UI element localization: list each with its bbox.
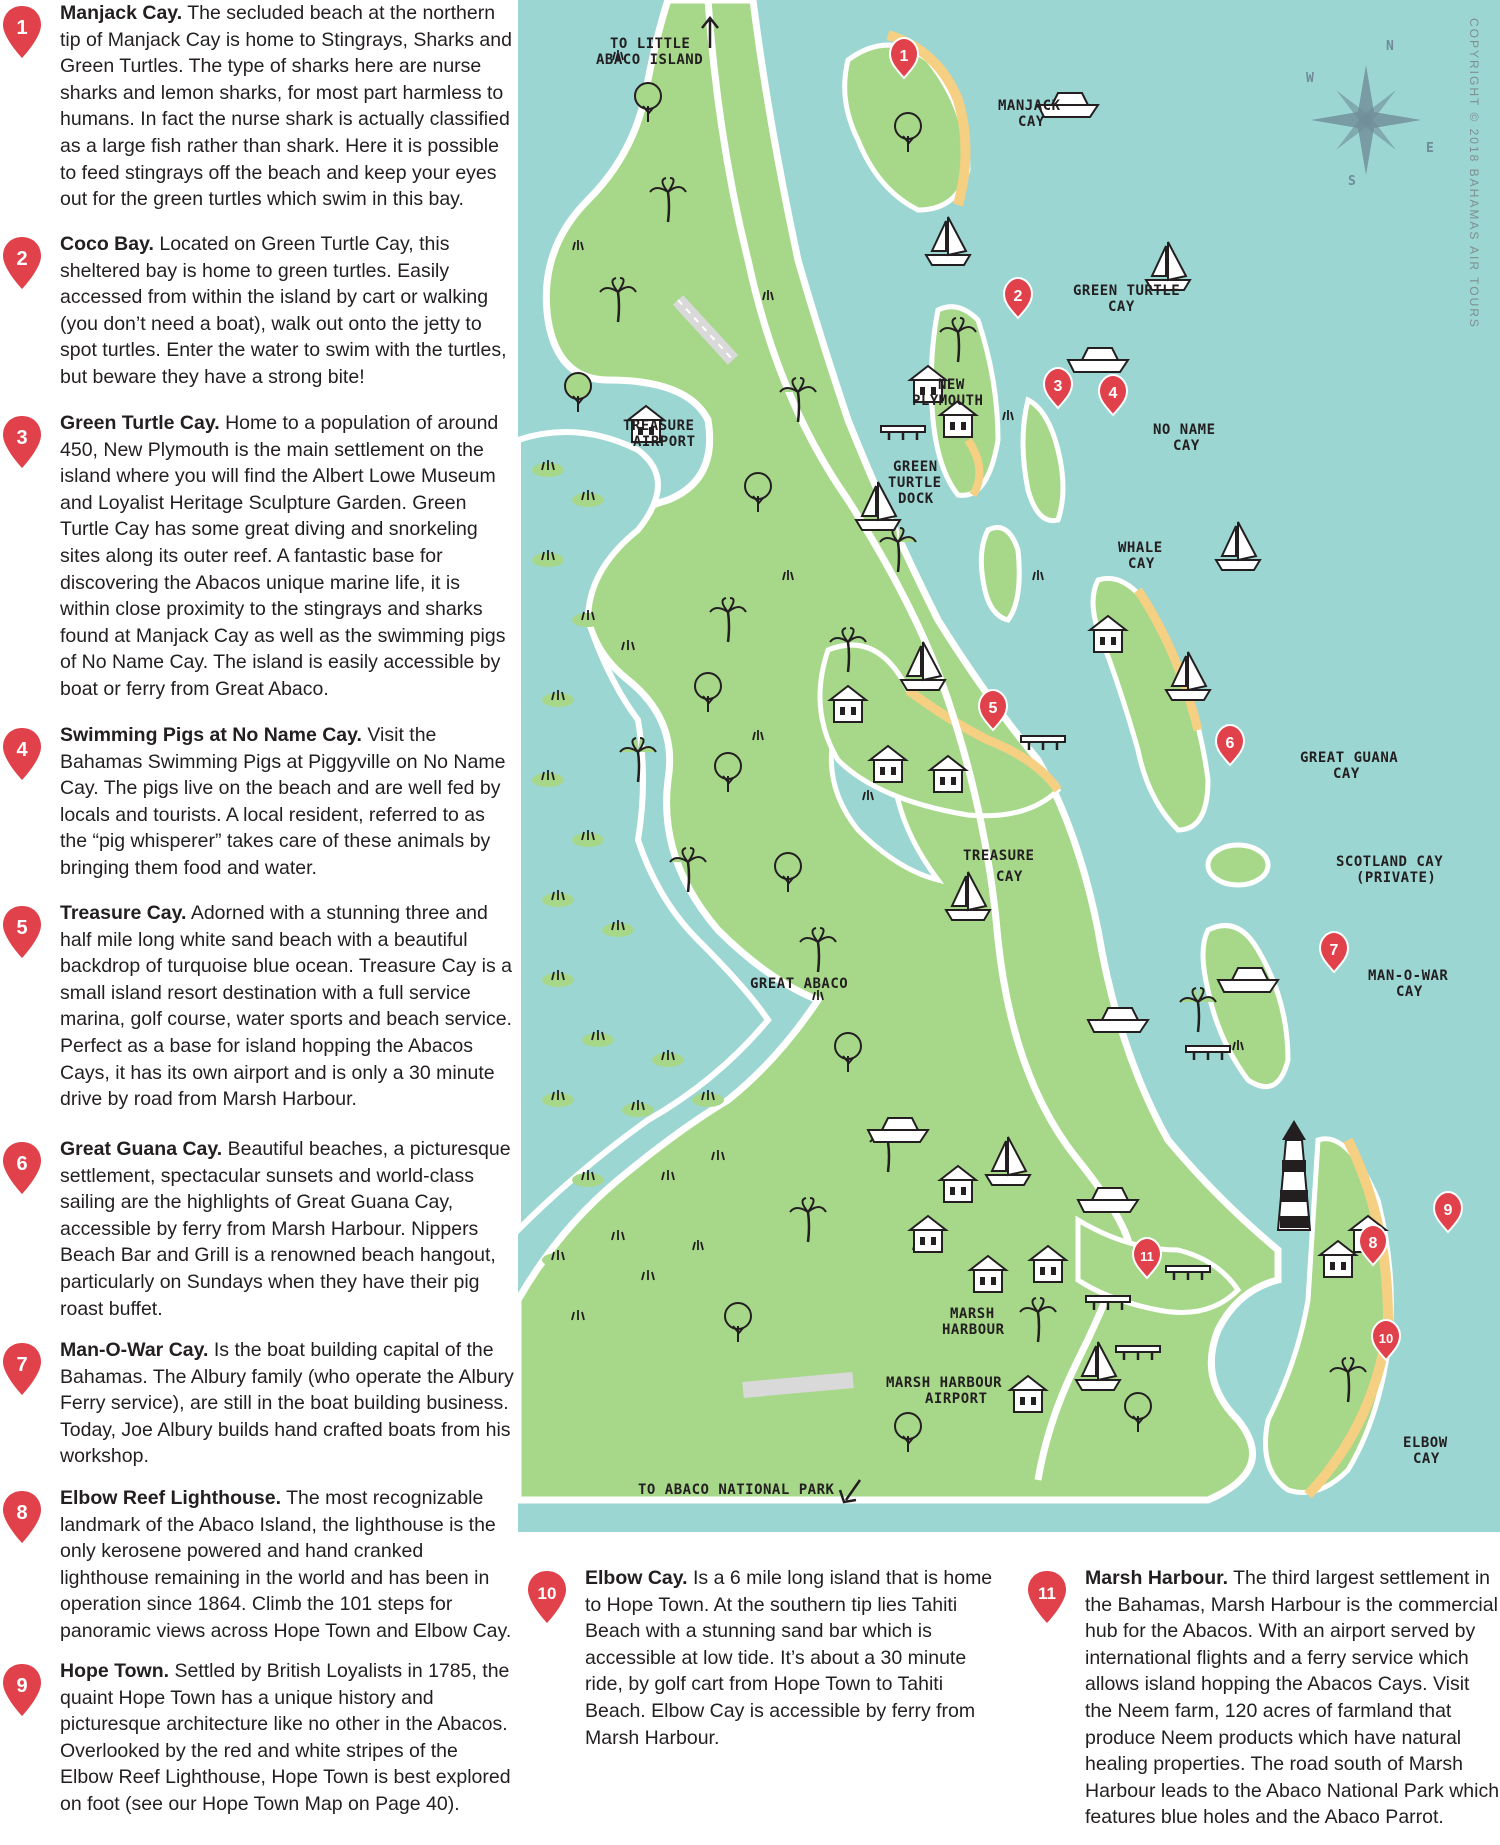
entry-body: Settled by British Loyalists in 1785, the quaint Hope Town has a unique history and picturesque architecture like no other in the Abacos. Overlooked by the red and white stripes of the Elbow Reef Lighthouse, Hope Town is best explored on foot (see our Hope Town Map on Page 40). <box>60 1660 511 1815</box>
svg-text:E: E <box>1426 141 1435 156</box>
svg-text:4: 4 <box>1108 385 1118 402</box>
svg-text:PLYMOUTH: PLYMOUTH <box>912 393 984 409</box>
svg-text:4: 4 <box>16 739 28 761</box>
entry-body: The secluded beach at the northern tip of Manjack Cay is home to Stingrays, Sharks and Green Turtles. The type of sharks here are nurse sharks and lemon sharks, for most part harmless to humans. In fact the nurse shark is actually classified as a large fish rather than shark. Here it is possible to feed stingrays off the beach and keep your eyes out for the green turtles which swim in this bay. <box>60 2 512 211</box>
map-pin-icon <box>1025 1569 1069 1625</box>
svg-text:MAN-O-WAR: MAN-O-WAR <box>1368 968 1449 984</box>
svg-text:CAY: CAY <box>1173 438 1200 454</box>
svg-text:6: 6 <box>1225 735 1235 752</box>
svg-text:CAY: CAY <box>1018 114 1045 130</box>
entry-title: Hope Town. <box>60 1660 170 1682</box>
entry-title: Great Guana Cay. <box>60 1138 223 1160</box>
map-pin-icon <box>0 1140 44 1196</box>
copyright-text: COPYRIGHT © 2018 BAHAMAS AIR TOURS <box>1467 18 1481 329</box>
entry-body: Located on Green Turtle Cay, this sheltered bay is home to green turtles. Easily accessed from within the island by cart or walking (you don’t need a boat), walk out onto the jetty to spot turtles. Enter the water to swim with the turtles, but beware they have a strong bite! <box>60 233 507 388</box>
svg-text:CAY: CAY <box>1333 766 1360 782</box>
map-pin-icon <box>0 414 44 470</box>
svg-text:2: 2 <box>16 248 28 270</box>
svg-text:CAY: CAY <box>1413 1451 1440 1467</box>
svg-text:S: S <box>1348 174 1357 189</box>
entry-body: Is the boat building capital of the Bahamas. The Albury family (who operate the Albury Ferry service), are still in the boat building business. Today, Joe Albury builds hand crafted boats from his workshop. <box>60 1339 514 1468</box>
svg-text:CAY: CAY <box>1396 984 1423 1000</box>
svg-text:CAY: CAY <box>1128 556 1155 572</box>
entry-title: Treasure Cay. <box>60 902 187 924</box>
svg-text:11: 11 <box>1140 1249 1154 1264</box>
entry-body: Is a 6 mile long island that is home to Hope Town. At the southern tip lies Tahiti Beach with a stunning sand bar which is accessible at low tide. It’s about a 30 minute ride, by golf cart from Hope Town to Tahiti Beach. Elbow Cay is accessible by ferry from Marsh Harbour. <box>585 1567 993 1749</box>
svg-text:MARSH HARBOUR: MARSH HARBOUR <box>886 1375 1003 1391</box>
svg-text:ELBOW: ELBOW <box>1403 1435 1448 1451</box>
svg-text:2: 2 <box>1013 288 1023 305</box>
entry-body: Adorned with a stunning three and half mile long white sand beach with a beautiful backdrop of turquoise blue ocean. Treasure Cay is a small island resort destination with a full service marina, golf course, water sports and beach service. Perfect as a base for island hopping the Abacos Cays, it has its own airport and is only a 30 minute drive by road from Marsh Harbour. <box>60 902 513 1111</box>
entry-title: Man-O-War Cay. <box>60 1339 209 1361</box>
abaco-map <box>518 0 1500 1532</box>
svg-text:NEW: NEW <box>938 377 965 393</box>
entry-title: Swimming Pigs at No Name Cay. <box>60 724 362 746</box>
svg-text:10: 10 <box>537 1584 557 1603</box>
svg-text:AIRPORT: AIRPORT <box>925 1391 988 1407</box>
scotland-cay <box>1208 845 1268 885</box>
svg-text:9: 9 <box>1443 1202 1453 1219</box>
svg-text:1: 1 <box>16 17 28 39</box>
entry-title: Marsh Harbour. <box>1085 1567 1229 1589</box>
svg-text:1: 1 <box>899 48 909 65</box>
svg-text:8: 8 <box>16 1502 28 1524</box>
entry-body: Visit the Bahamas Swimming Pigs at Piggyville on No Name Cay. The pigs live on the beach and are well fed by locals and tourists. A local resident, referred to as the “pig whisperer” takes care of these animals by bringing them food and water. <box>60 724 506 879</box>
map-pin-icon <box>525 1569 569 1625</box>
svg-text:GREEN: GREEN <box>893 459 938 475</box>
svg-text:TO ABACO NATIONAL PARK: TO ABACO NATIONAL PARK <box>638 1482 835 1498</box>
svg-text:GREEN TURTLE: GREEN TURTLE <box>1073 283 1181 299</box>
svg-text:AIRPORT: AIRPORT <box>633 434 696 450</box>
entry-body: The most recognizable landmark of the Abaco Island, the lighthouse is the only kerosene powered and hand cranked lighthouse remaining in the world and has been in operation since 1864. Climb the 101 steps for panoramic views across Hope Town and Elbow Cay. <box>60 1487 512 1642</box>
entry-title: Coco Bay. <box>60 233 154 255</box>
svg-text:3: 3 <box>1053 378 1063 395</box>
svg-text:(PRIVATE): (PRIVATE) <box>1356 870 1437 886</box>
svg-text:CAY: CAY <box>1108 299 1135 315</box>
svg-text:5: 5 <box>16 917 28 939</box>
svg-text:ABACO ISLAND: ABACO ISLAND <box>596 52 704 68</box>
entry-title: Green Turtle Cay. <box>60 412 220 434</box>
entry-body: Beautiful beaches, a picturesque settlement, spectacular sunsets and world-class sailing are the highlights of Great Guana Cay, accessible by ferry from Marsh Harbour. Nippers Beach Bar and Grill is a renowned beach hangout, particularly on Sundays when they have their pig roast buffet. <box>60 1138 511 1320</box>
svg-text:N: N <box>1386 39 1395 54</box>
svg-text:10: 10 <box>1378 1331 1394 1346</box>
map-pin-icon <box>0 1489 44 1545</box>
svg-text:W: W <box>1306 71 1315 86</box>
svg-text:TO LITTLE: TO LITTLE <box>610 36 691 52</box>
map-pin-icon <box>0 726 44 782</box>
entry-title: Manjack Cay. <box>60 2 183 24</box>
svg-text:CAY: CAY <box>996 869 1023 885</box>
map-pin-icon <box>0 1341 44 1397</box>
entry-title: Elbow Cay. <box>585 1567 688 1589</box>
map-pin-icon <box>0 1662 44 1718</box>
svg-text:SCOTLAND CAY: SCOTLAND CAY <box>1336 854 1444 870</box>
svg-text:7: 7 <box>1329 942 1339 959</box>
map-pin-icon <box>0 904 44 960</box>
map-canvas <box>518 0 1500 1532</box>
entry-title: Elbow Reef Lighthouse. <box>60 1487 282 1509</box>
svg-text:8: 8 <box>1368 1235 1378 1252</box>
svg-text:9: 9 <box>16 1675 28 1697</box>
svg-text:MANJACK: MANJACK <box>998 98 1061 114</box>
svg-text:GREAT ABACO: GREAT ABACO <box>750 976 849 992</box>
map-pin-icon <box>0 235 44 291</box>
map-pin-icon <box>0 4 44 60</box>
svg-text:GREAT GUANA: GREAT GUANA <box>1300 750 1399 766</box>
svg-text:11: 11 <box>1038 1584 1056 1603</box>
svg-text:MARSH: MARSH <box>950 1306 995 1322</box>
svg-text:TURTLE: TURTLE <box>888 475 942 491</box>
svg-text:WHALE: WHALE <box>1118 540 1163 556</box>
svg-text:3: 3 <box>16 427 28 449</box>
svg-text:NO NAME: NO NAME <box>1153 422 1216 438</box>
svg-text:6: 6 <box>16 1153 28 1175</box>
svg-text:5: 5 <box>988 700 998 717</box>
svg-text:TREASURE: TREASURE <box>963 848 1035 864</box>
marsh-runway <box>743 1380 853 1390</box>
svg-text:7: 7 <box>16 1354 28 1376</box>
svg-text:TREASURE: TREASURE <box>623 418 695 434</box>
entry-body: The third largest settlement in the Bahamas, Marsh Harbour is the commercial hub for the Abacos. With an airport served by international flights and a ferry service which allows island hopping the Abacos Cays. Visit the Neem farm, 120 acres of farmland that produce Neem products which have natural healing properties. The road south of Marsh Harbour leads to the Abaco National Park which features blue holes and the Abaco Parrot. <box>1085 1567 1500 1829</box>
entry-body: Home to a population of around 450, New Plymouth is the main settlement on the island where you will find the Albert Lowe Museum and Loyalist Heritage Sculpture Garden. Green Turtle Cay has some great diving and snorkeling sites along its outer reef. A fantastic base for discovering the Abacos unique marine life, it is within close proximity to the stingrays and sharks found at Manjack Cay as well as the swimming pigs of No Name Cay. The island is easily accessible by boat or ferry from Great Abaco. <box>60 412 506 700</box>
svg-text:HARBOUR: HARBOUR <box>942 1322 1005 1338</box>
svg-text:DOCK: DOCK <box>898 491 934 507</box>
